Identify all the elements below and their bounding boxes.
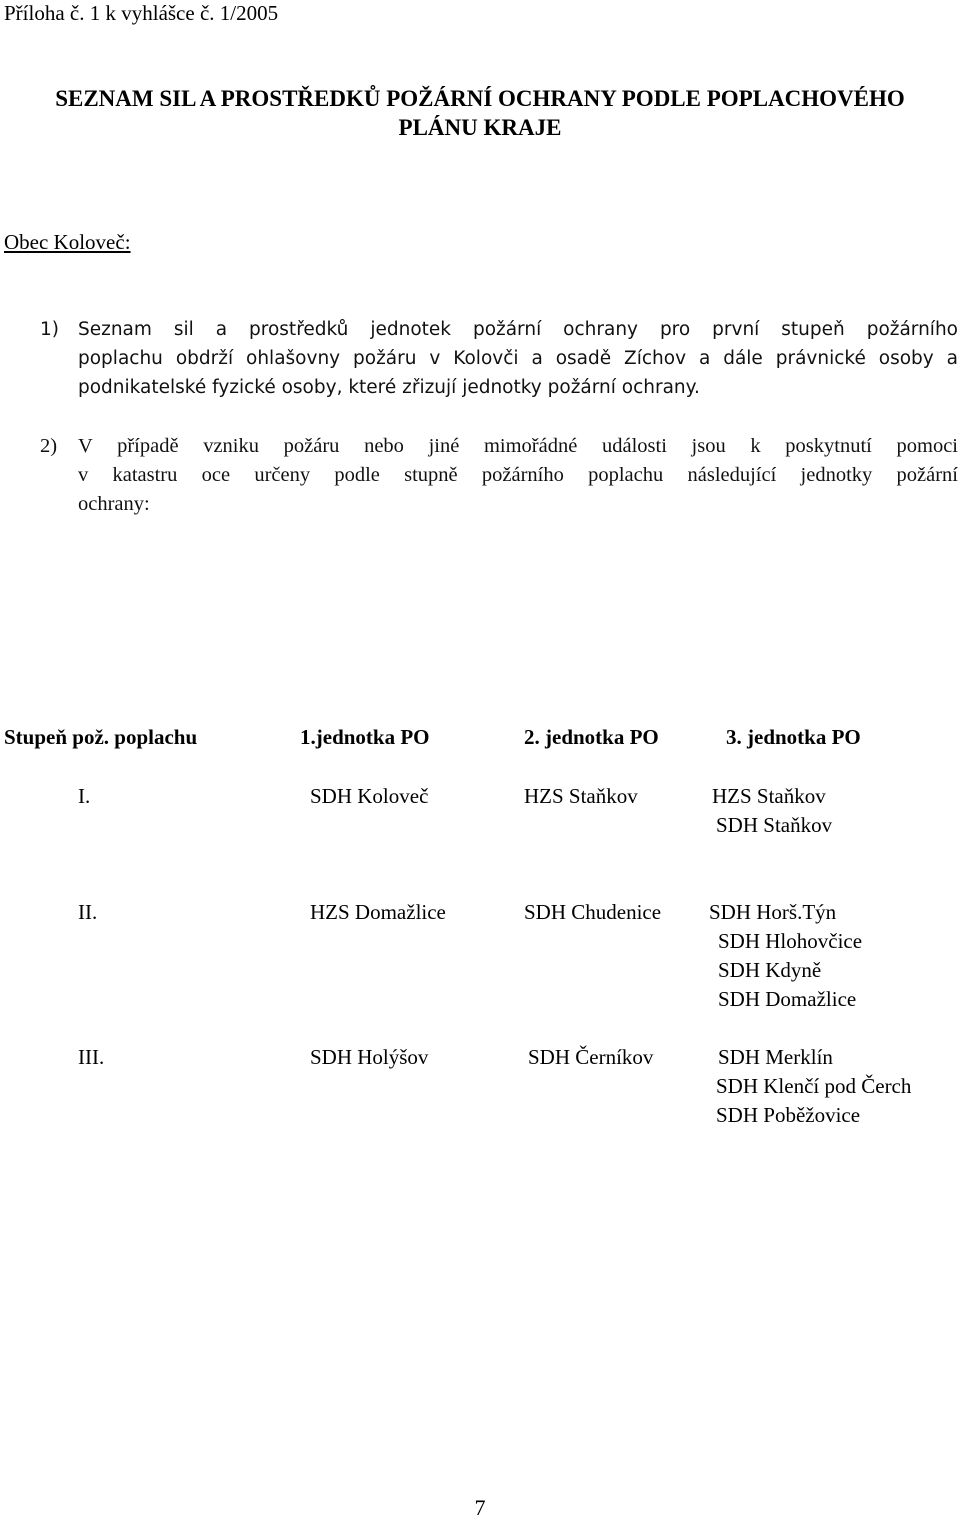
municipality-heading: Obec Koloveč: — [4, 230, 131, 254]
table-header-unit3: 3. jednotka PO — [726, 725, 861, 749]
paragraph-2-line: v katastru oce určeny podle stupně požárního poplachu následující jednotky požární — [78, 464, 958, 486]
table-row-3-unit3-item: SDH Klenčí pod Čerch — [716, 1074, 912, 1098]
table-row-2-unit1: HZS Domažlice — [310, 900, 446, 924]
table-row-3-unit1: SDH Holýšov — [310, 1045, 429, 1069]
table-row-2-level: II. — [78, 900, 98, 924]
table-row-1-unit3-item: SDH Staňkov — [716, 813, 833, 837]
table-row-3-unit2: SDH Černíkov — [528, 1045, 654, 1069]
table-row-2-unit3-item: SDH Domažlice — [718, 987, 857, 1011]
table-row-3-unit3-item: SDH Merklín — [718, 1045, 833, 1069]
paragraph-1-line: poplachu obdrží ohlašovny požáru v Kolovči a osadě Zíchov a dále právnické osoby a — [78, 348, 958, 369]
paragraph-2-number: 2) — [40, 435, 58, 457]
table-row-1-level: I. — [78, 784, 91, 808]
table-row-3-level: III. — [78, 1045, 105, 1069]
table-row-2-unit3-item: SDH Hlohovčice — [718, 929, 863, 953]
paragraph-1-number: 1) — [40, 319, 59, 340]
page-number: 7 — [474, 1495, 486, 1520]
table-row-1-unit2: HZS Staňkov — [524, 784, 638, 808]
table-row-3-unit3-item: SDH Poběžovice — [716, 1103, 861, 1127]
table-header-level: Stupeň pož. poplachu — [4, 725, 198, 749]
table-header-unit2: 2. jednotka PO — [524, 725, 659, 749]
paragraph-2 — [40, 432, 958, 519]
paragraph-2-line: V případě vzniku požáru nebo jiné mimořádné události jsou k poskytnutí pomoci — [78, 435, 958, 457]
table-row-2-unit2: SDH Chudenice — [524, 900, 662, 924]
table-row-1-unit3-item: HZS Staňkov — [712, 784, 826, 808]
table-row-2-unit3-item: SDH Horš.Týn — [709, 900, 837, 924]
paragraph-1-line: Seznam sil a prostředků jednotek požární ochrany pro první stupeň požárního — [78, 319, 958, 340]
paragraph-1-line: podnikatelské fyzické osoby, které zřizují jednotky požární ochrany. — [78, 377, 700, 398]
document-title-line-1: SEZNAM SIL A PROSTŘEDKŮ POŽÁRNÍ OCHRANY PODLE POPLACHOVÉHO — [55, 86, 905, 111]
paragraph-1 — [40, 315, 958, 402]
table-row-1-unit1: SDH Koloveč — [310, 784, 429, 808]
document-title-line-2: PLÁNU KRAJE — [398, 115, 562, 140]
table-header-unit1: 1.jednotka PO — [300, 725, 430, 749]
table-row-2-unit3-item: SDH Kdyně — [718, 958, 822, 982]
header-note: Příloha č. 1 k vyhlášce č. 1/2005 — [4, 1, 279, 25]
paragraph-2-line: ochrany: — [78, 493, 150, 515]
